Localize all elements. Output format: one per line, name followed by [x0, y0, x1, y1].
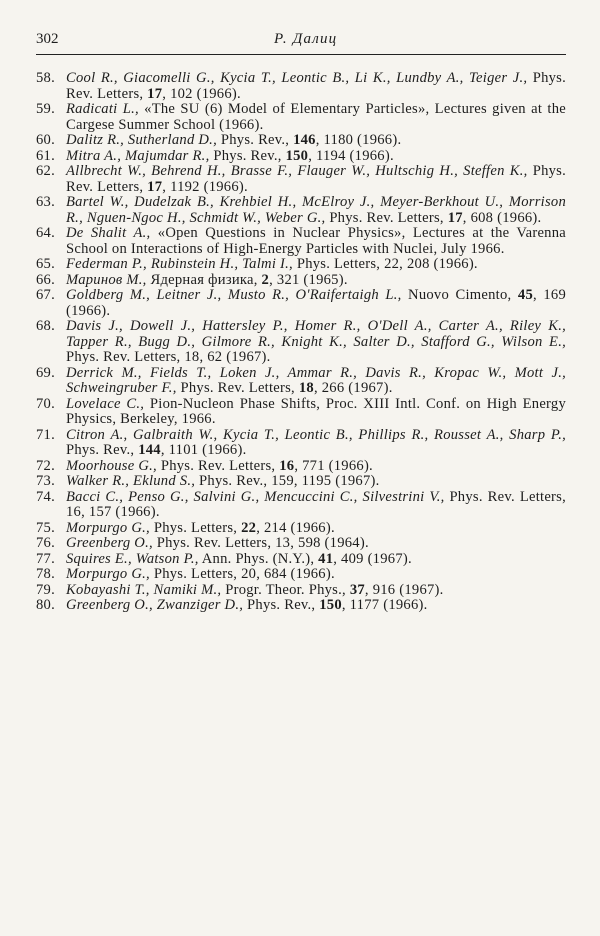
reference-number: 62.	[36, 163, 55, 179]
reference-number: 73.	[36, 473, 55, 489]
reference-authors: Moorhouse G.,	[66, 457, 157, 474]
reference-citation: Phys. Letters,	[149, 519, 242, 536]
reference-citation: Ядерная физика,	[146, 271, 262, 288]
reference-authors: Citron A., Galbraith W., Kycia T., Leontic B., Phillips R., Rousset A., Sharp P.,	[66, 426, 566, 443]
reference-citation: Pion-Nucleon Phase Shifts, Proc. XIII Intl. Conf. on High Energy Physics, Berkeley, 1966.	[66, 395, 566, 427]
page-header	[36, 31, 566, 53]
reference-number: 59.	[36, 101, 55, 117]
reference-authors: Mitra A., Majumdar R.,	[66, 147, 210, 164]
reference-number: 80.	[36, 597, 55, 613]
reference-citation: Ann. Phys. (N.Y.),	[198, 550, 319, 567]
reference-volume: 144	[138, 442, 161, 458]
reference-number: 71.	[36, 426, 55, 443]
reference-number: 69.	[36, 364, 55, 381]
reference-authors: Federman P., Rubinstein H., Talmi I.,	[66, 256, 293, 272]
reference-authors: Radicati L.,	[66, 101, 139, 117]
reference-pages-year: , 608 (1966).	[462, 209, 542, 226]
reference-item	[36, 397, 566, 428]
reference-pages-year: , 771 (1966).	[294, 457, 373, 474]
reference-number: 74.	[36, 488, 55, 505]
reference-number: 67.	[36, 287, 55, 303]
reference-number: 77.	[36, 550, 55, 567]
running-head: Р. Далиц	[274, 31, 338, 47]
reference-citation: Phys. Rev. Letters,	[156, 457, 280, 474]
reference-item	[36, 474, 566, 490]
reference-item	[36, 102, 566, 133]
reference-item	[36, 319, 566, 366]
reference-pages-year: , 1194 (1966).	[308, 147, 394, 164]
reference-item	[36, 366, 566, 397]
reference-pages-year: , 1192 (1966).	[162, 178, 248, 195]
reference-pages-year: , 916 (1967).	[364, 581, 444, 598]
reference-item	[36, 521, 566, 537]
reference-citation: Phys. Rev.,	[243, 597, 320, 613]
reference-citation: Phys. Rev.,	[66, 442, 139, 458]
reference-pages-year: , 321 (1965).	[269, 271, 348, 288]
reference-authors: Goldberg M., Leitner J., Musto R., O'Raifertaigh L.,	[66, 287, 402, 303]
reference-item	[36, 226, 566, 257]
reference-number: 75.	[36, 519, 55, 536]
reference-volume: 45	[517, 287, 533, 303]
reference-authors: Cool R., Giacomelli G., Kycia T., Leontic B., Li K., Lundby A., Teiger J.,	[66, 70, 528, 86]
reference-citation: Phys. Rev. Letters, 16, 157 (1966).	[66, 488, 566, 520]
reference-citation: Phys. Rev. Letters,	[66, 163, 567, 195]
reference-citation: Phys. Rev. Letters, 13, 598 (1964).	[152, 535, 369, 551]
reference-pages-year: , 1177 (1966).	[341, 597, 428, 613]
reference-number: 60.	[36, 132, 55, 148]
reference-item	[36, 288, 566, 319]
reference-citation: Phys. Rev. Letters,	[325, 209, 448, 226]
reference-item	[36, 567, 566, 583]
reference-citation: Phys. Rev. Letters, 18, 62 (1967).	[66, 349, 271, 365]
reference-volume: 150	[319, 597, 342, 613]
reference-citation: Nuovo Cimento,	[401, 287, 518, 303]
reference-pages-year: , 409 (1967).	[333, 550, 412, 567]
reference-item	[36, 164, 566, 195]
page-number: 302	[36, 31, 59, 47]
reference-item	[36, 273, 566, 289]
reference-citation: Phys. Rev.,	[216, 132, 294, 148]
reference-authors: Lovelace C.,	[66, 395, 145, 412]
reference-authors: Derrick M., Fields T., Loken J., Ammar R., Davis R., Kropac W., Mott J., Schweingruber F.,	[66, 364, 566, 396]
reference-volume: 41	[318, 550, 334, 567]
reference-volume: 18	[298, 380, 314, 396]
reference-number: 63.	[36, 194, 55, 210]
reference-item	[36, 583, 566, 599]
reference-citation: Phys. Rev., 159, 1195 (1967).	[195, 473, 380, 489]
reference-item	[36, 459, 566, 475]
reference-authors: Greenberg O.,	[66, 535, 153, 551]
reference-number: 72.	[36, 457, 55, 474]
reference-authors: Squires E., Watson P.,	[66, 550, 199, 567]
reference-volume: 146	[293, 132, 316, 148]
reference-volume: 17	[147, 178, 163, 195]
reference-citation: Progr. Theor. Phys.,	[221, 581, 350, 598]
reference-number: 70.	[36, 395, 55, 412]
reference-authors: Bartel W., Dudelzak B., Krehbiel H., McElroy J., Meyer-Berkhout U., Morrison R., Nguen-Ngoc H., Schmidt W., Weber G.,	[66, 194, 566, 226]
reference-citation: Phys. Letters, 20, 684 (1966).	[149, 566, 335, 582]
reference-volume: 17	[147, 85, 163, 102]
reference-volume: 17	[447, 209, 463, 226]
reference-authors: Kobayashi T., Namiki M.,	[66, 581, 222, 598]
reference-number: 61.	[36, 147, 55, 164]
reference-item	[36, 598, 566, 614]
reference-number: 64.	[36, 225, 55, 241]
reference-authors: De Shalit A.,	[66, 225, 151, 241]
reference-pages-year: , 102 (1966).	[162, 85, 241, 102]
reference-authors: Walker R., Eklund S.,	[66, 473, 196, 489]
reference-item	[36, 133, 566, 149]
reference-item	[36, 536, 566, 552]
reference-citation: «The SU (6) Model of Elementary Particles», Lectures given at the Cargese Summer School (1966).	[66, 101, 567, 133]
reference-authors: Dalitz R., Sutherland D.,	[66, 132, 217, 148]
reference-item	[36, 71, 566, 102]
reference-number: 78.	[36, 566, 55, 582]
reference-number: 68.	[36, 318, 55, 334]
reference-authors: Morpurgo G.,	[66, 519, 150, 536]
reference-volume: 2	[261, 271, 270, 288]
reference-volume: 37	[349, 581, 365, 598]
reference-number: 58.	[36, 70, 55, 86]
reference-citation: Phys. Rev. Letters,	[66, 70, 567, 102]
reference-item	[36, 428, 566, 459]
reference-item	[36, 490, 566, 521]
reference-pages-year: , 1180 (1966).	[315, 132, 402, 148]
reference-pages-year: , 169 (1966).	[66, 287, 566, 319]
reference-number: 66.	[36, 271, 55, 288]
reference-citation: Phys. Rev.,	[209, 147, 286, 164]
reference-authors: Маринов М.,	[66, 271, 147, 288]
header-rule	[36, 54, 566, 55]
reference-pages-year: , 1101 (1966).	[160, 442, 247, 458]
reference-authors: Allbrecht W., Behrend H., Brasse F., Flauger W., Hultschig H., Steffen K.,	[66, 163, 528, 179]
reference-citation: «Open Questions in Nuclear Physics», Lectures at the Varenna School on Interactions of High-Energy Particles with Nuclei, July 1966.	[66, 225, 566, 257]
reference-citation: Phys. Rev. Letters,	[176, 380, 299, 396]
reference-pages-year: , 214 (1966).	[256, 519, 335, 536]
reference-authors: Greenberg O., Zwanziger D.,	[66, 597, 244, 613]
reference-number: 65.	[36, 256, 55, 272]
reference-volume: 150	[285, 147, 309, 164]
reference-authors: Davis J., Dowell J., Hattersley P., Homer R., O'Dell A., Carter A., Riley K., Tapper R., Bugg D., Gilmore R., Knight K., Salter D., Stafford G., Wilson E.,	[66, 318, 566, 350]
reference-pages-year: , 266 (1967).	[313, 380, 393, 396]
reference-volume: 16	[279, 457, 295, 474]
reference-item	[36, 552, 566, 568]
reference-list	[36, 71, 566, 614]
reference-number: 76.	[36, 535, 55, 551]
reference-item	[36, 149, 566, 165]
reference-number: 79.	[36, 581, 55, 598]
reference-item	[36, 257, 566, 273]
reference-authors: Morpurgo G.,	[66, 566, 150, 582]
reference-authors: Bacci C., Penso G., Salvini G., Mencuccini C., Silvestrini V.,	[66, 488, 445, 505]
reference-item	[36, 195, 566, 226]
reference-volume: 22	[241, 519, 257, 536]
reference-citation: Phys. Letters, 22, 208 (1966).	[292, 256, 478, 272]
